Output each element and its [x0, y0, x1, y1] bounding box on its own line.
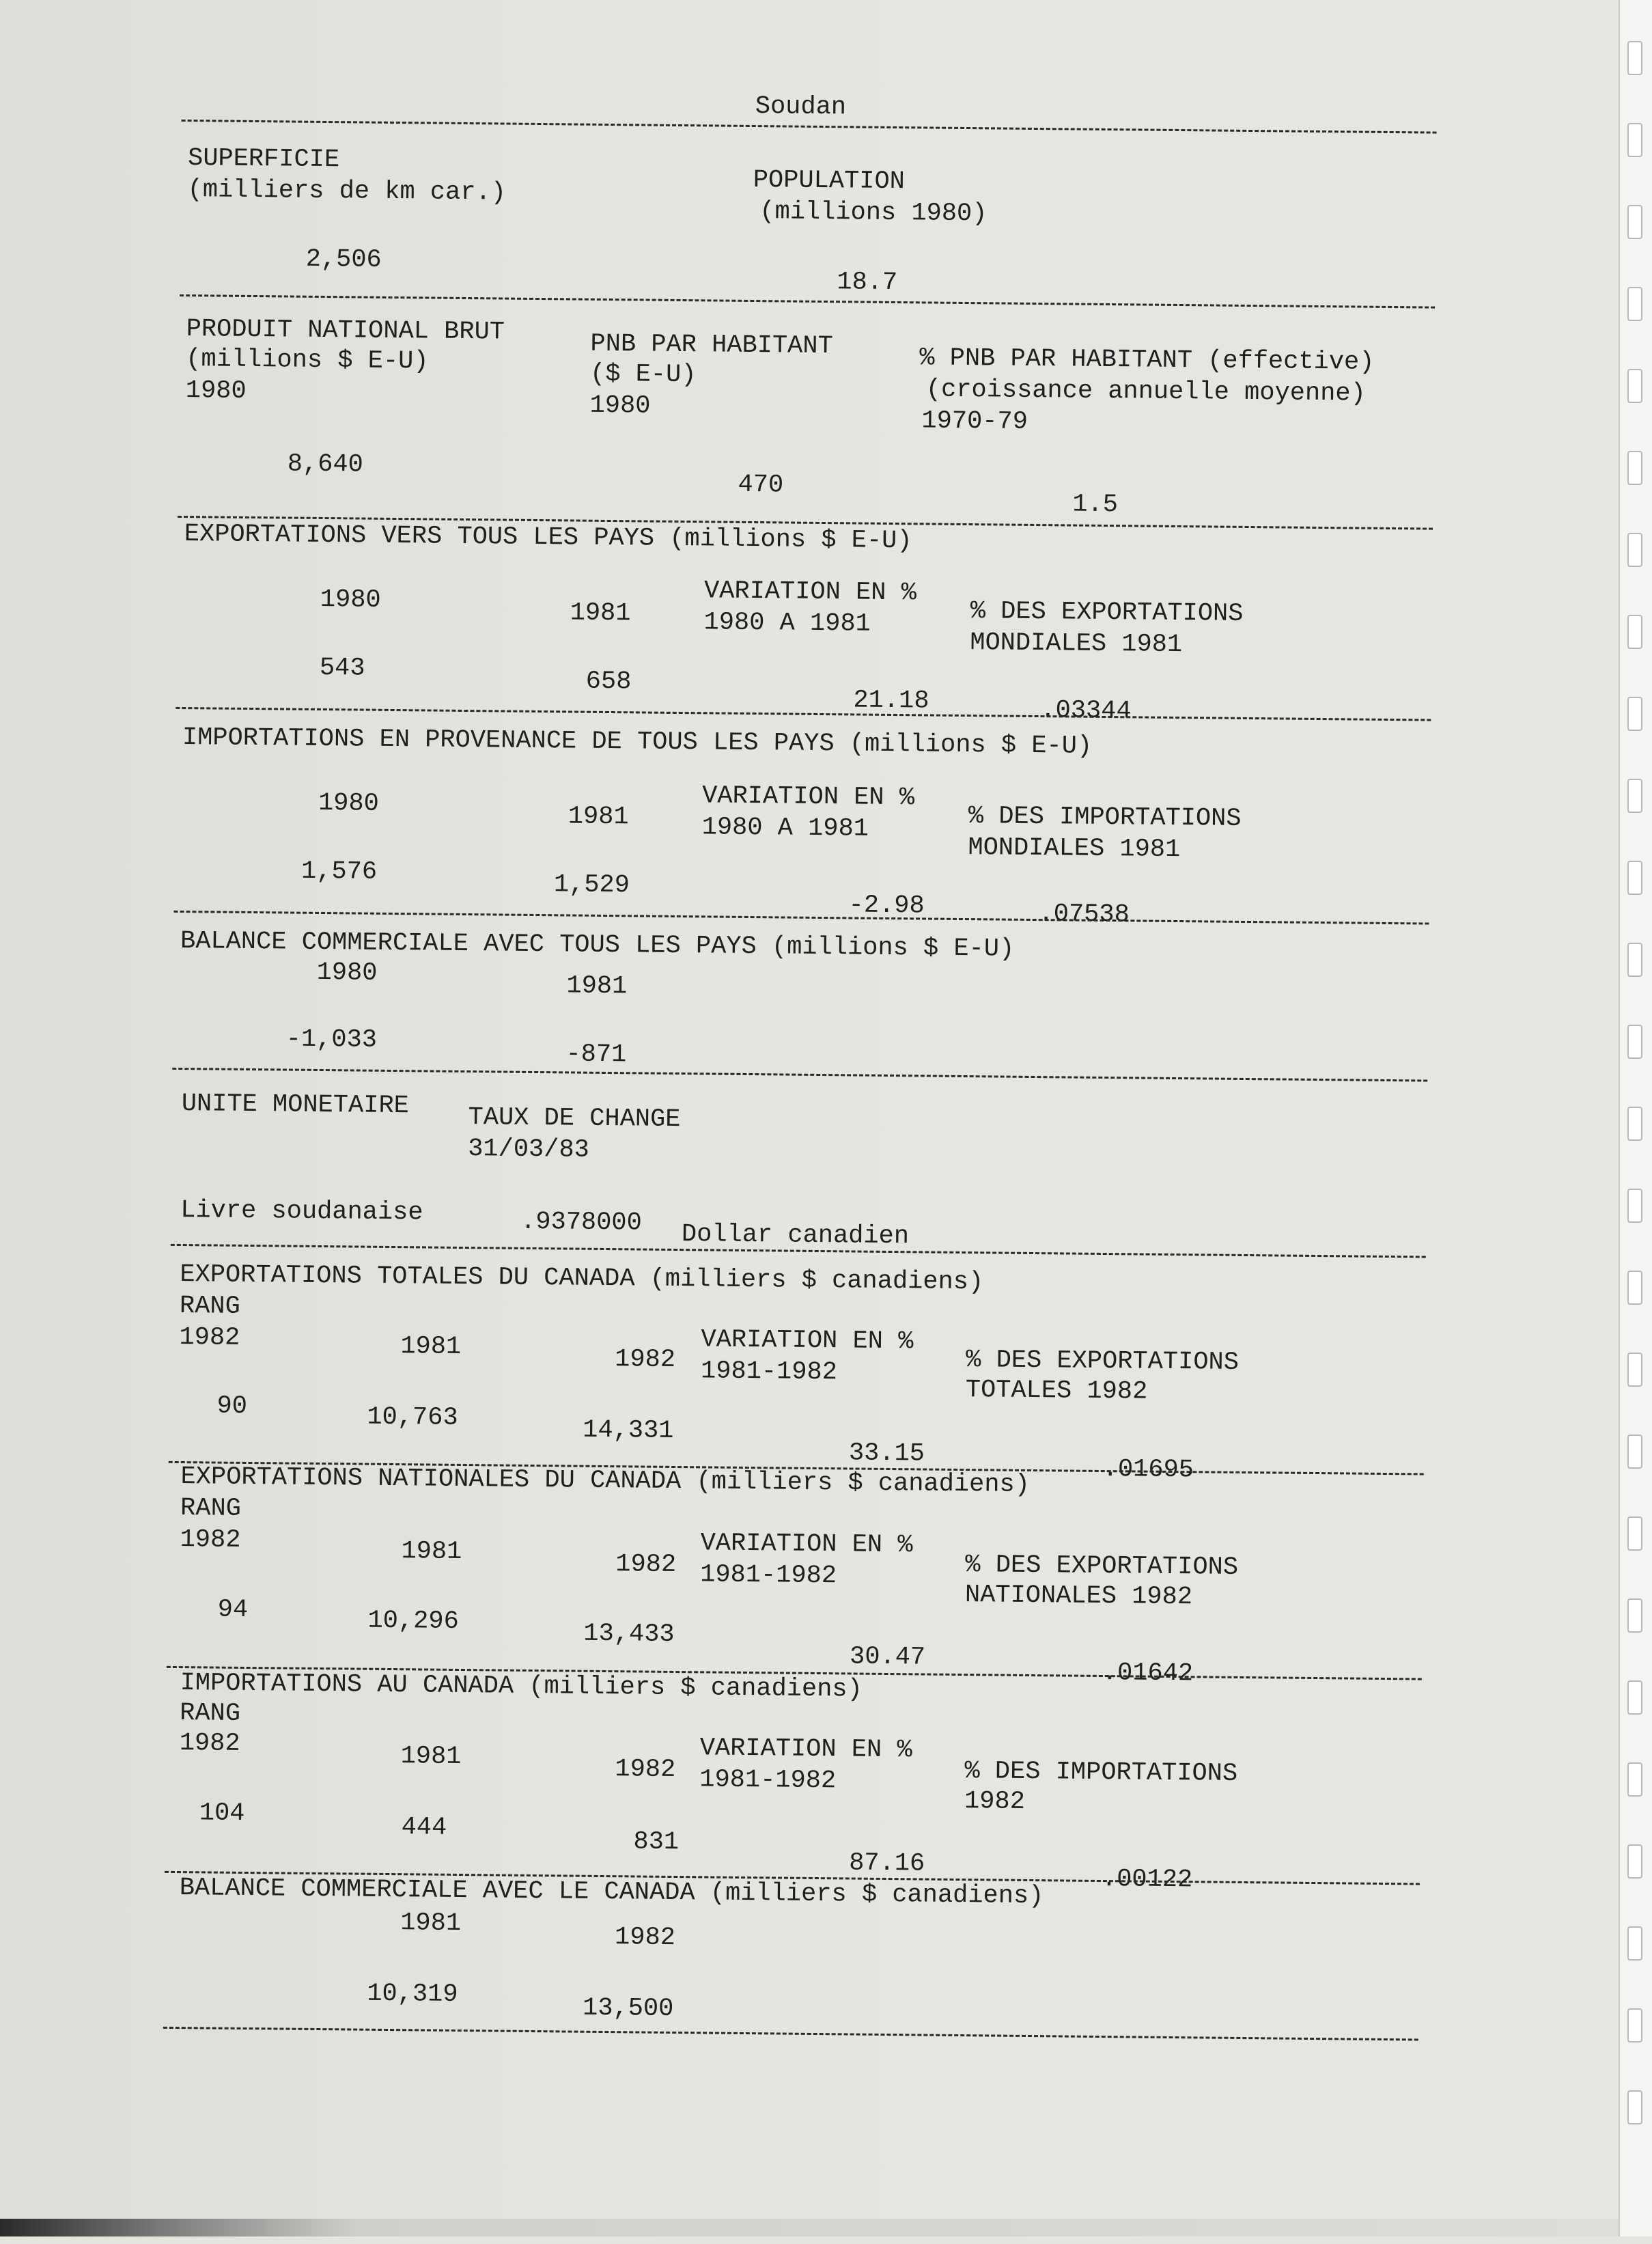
binding-hole	[1627, 1762, 1642, 1797]
exports-world-value-1980: 543	[319, 653, 365, 683]
canada-imports-share-value: .00122	[1101, 1865, 1193, 1895]
gnp-value: 8,640	[287, 449, 364, 480]
canada-national-exports-share-value: .01642	[1102, 1659, 1194, 1689]
binding-hole	[1627, 1189, 1642, 1223]
canada-imports-rank-year: 1982	[179, 1729, 240, 1758]
page-title: Soudan	[755, 92, 847, 122]
canada-total-exports-header: EXPORTATIONS TOTALES DU CANADA (milliers $ canadiens)	[180, 1260, 984, 1297]
canada-national-exports-year-1981: 1981	[401, 1537, 462, 1567]
binding-hole	[1627, 615, 1642, 649]
canada-total-exports-share-value: .01695	[1102, 1455, 1194, 1485]
canada-national-exports-rank-year: 1982	[180, 1525, 241, 1555]
balance-world-value-1980: -1,033	[285, 1025, 378, 1055]
gnp-growth-label: % PNB PAR HABITANT (effective)	[919, 344, 1375, 377]
binding-hole	[1627, 943, 1642, 977]
binding-hole	[1627, 1107, 1642, 1141]
exchange-rate-date: 31/03/83	[467, 1135, 590, 1165]
imports-world-variation-label: VARIATION EN %	[701, 781, 915, 813]
exports-world-header: EXPORTATIONS VERS TOUS LES PAYS (millions $ E-U)	[184, 520, 912, 556]
imports-world-variation-value: -2.98	[848, 891, 925, 921]
canada-balance-header: BALANCE COMMERCIALE AVEC LE CANADA (milliers $ canadiens)	[179, 1874, 1044, 1911]
canada-imports-share-label: % DES IMPORTATIONS	[964, 1757, 1238, 1788]
imports-world-year-1980: 1980	[318, 788, 380, 818]
canada-national-exports-value-1981: 10,296	[367, 1606, 459, 1636]
binding-hole	[1627, 41, 1642, 75]
gnp-per-capita-label: PNB PAR HABITANT	[590, 329, 833, 361]
exports-world-year-1981: 1981	[570, 598, 631, 628]
binding-hole	[1627, 369, 1642, 403]
exports-world-variation-period: 1980 A 1981	[703, 608, 871, 639]
canada-balance-year-1982: 1982	[614, 1923, 676, 1953]
canada-imports-share-sub-label: 1982	[964, 1787, 1026, 1816]
canada-total-exports-share-sub-label: TOTALES 1982	[965, 1376, 1148, 1407]
gnp-per-capita-year-label: 1980	[589, 391, 651, 421]
exports-world-share-label: % DES EXPORTATIONS	[970, 597, 1244, 628]
divider	[173, 911, 1429, 925]
gnp-label: PRODUIT NATIONAL BRUT	[186, 315, 505, 347]
canada-total-exports-year-1981: 1981	[400, 1332, 462, 1361]
exchange-rate-label: TAUX DE CHANGE	[468, 1103, 681, 1135]
canada-imports-year-1981: 1981	[400, 1742, 462, 1772]
canada-imports-variation-label: VARIATION EN %	[699, 1734, 912, 1765]
canada-national-exports-rank-label: RANG	[180, 1494, 242, 1523]
binding-hole	[1627, 1598, 1642, 1633]
exports-world-variation-label: VARIATION EN %	[703, 577, 917, 608]
divider	[182, 120, 1437, 134]
canada-national-exports-share-sub-label: NATIONALES 1982	[964, 1581, 1193, 1612]
imports-world-variation-period: 1980 A 1981	[701, 813, 869, 844]
canada-national-exports-share-label: % DES EXPORTATIONS	[965, 1551, 1239, 1582]
canada-total-exports-share-label: % DES EXPORTATIONS	[966, 1346, 1240, 1377]
binding-hole	[1627, 1516, 1642, 1551]
canada-national-exports-year-1982: 1982	[615, 1550, 677, 1580]
binding-hole	[1627, 205, 1642, 239]
canada-balance-value-1981: 10,319	[367, 1979, 458, 2009]
divider	[172, 1068, 1427, 1082]
imports-world-share-value: .07538	[1038, 900, 1130, 930]
canada-total-exports-rank-label: RANG	[179, 1292, 240, 1321]
balance-world-header: BALANCE COMMERCIALE AVEC TOUS LES PAYS (millions $ E-U)	[180, 927, 1015, 964]
canada-total-exports-rank-year: 1982	[179, 1323, 240, 1353]
canada-national-exports-header: EXPORTATIONS NATIONALES DU CANADA (milliers $ canadiens)	[180, 1463, 1031, 1499]
gnp-per-capita-unit-label: ($ E-U)	[589, 359, 697, 390]
population-unit-label: (millions 1980)	[759, 197, 988, 229]
area-value: 2,506	[305, 245, 382, 275]
binding-hole	[1627, 287, 1642, 321]
binding-hole	[1627, 2008, 1642, 2042]
exchange-rate-value: .9378000	[520, 1207, 643, 1238]
gnp-growth-sub-label: (croissance annuelle moyenne)	[925, 375, 1366, 408]
binding-hole	[1627, 861, 1642, 895]
gnp-year-label: 1980	[185, 376, 247, 406]
imports-world-header: IMPORTATIONS EN PROVENANCE DE TOUS LES PAYS (millions $ E-U)	[182, 723, 1093, 761]
binding-hole	[1627, 1680, 1642, 1715]
canada-total-exports-variation-value: 33.15	[848, 1439, 925, 1469]
canada-total-exports-value-1982: 14,331	[583, 1415, 674, 1445]
balance-world-value-1981: -871	[565, 1040, 627, 1070]
binding-hole	[1627, 1435, 1642, 1469]
balance-world-year-1980: 1980	[316, 958, 378, 988]
canada-total-exports-variation-period: 1981-1982	[700, 1357, 838, 1387]
binding-hole	[1627, 779, 1642, 813]
canada-national-exports-variation-period: 1981-1982	[700, 1560, 837, 1591]
canada-imports-header: IMPORTATIONS AU CANADA (milliers $ canadiens)	[180, 1669, 863, 1704]
canada-balance-value-1982: 13,500	[582, 1993, 674, 2024]
canada-total-exports-value-1981: 10,763	[367, 1402, 458, 1432]
binding-hole	[1627, 697, 1642, 731]
canada-imports-rank-value: 104	[199, 1799, 245, 1828]
binding-hole	[1627, 1025, 1642, 1059]
balance-world-year-1981: 1981	[566, 971, 628, 1001]
binding-hole	[1627, 2090, 1642, 2124]
gnp-per-capita-value: 470	[738, 470, 784, 500]
divider	[180, 294, 1435, 309]
imports-world-year-1981: 1981	[568, 802, 629, 832]
canada-imports-year-1982: 1982	[615, 1755, 676, 1785]
canada-national-exports-variation-value: 30.47	[849, 1642, 926, 1672]
imports-world-value-1980: 1,576	[300, 857, 378, 887]
exports-world-year-1980: 1980	[320, 585, 381, 615]
binding-hole	[1627, 533, 1642, 567]
binding-hole	[1627, 1353, 1642, 1387]
canada-total-exports-rank-value: 90	[216, 1391, 248, 1421]
divider	[176, 707, 1431, 721]
gnp-unit-label: (millions $ E-U)	[186, 345, 429, 376]
canada-balance-year-1981: 1981	[400, 1909, 462, 1939]
exports-world-share-sub-label: MONDIALES 1981	[970, 628, 1183, 660]
canada-imports-rank-label: RANG	[180, 1699, 241, 1728]
canada-national-exports-variation-label: VARIATION EN %	[700, 1529, 913, 1560]
canada-imports-variation-period: 1981-1982	[699, 1765, 837, 1796]
imports-world-share-label: % DES IMPORTATIONS	[968, 802, 1242, 833]
binding-hole	[1627, 123, 1642, 157]
divider	[163, 2027, 1418, 2041]
imports-world-share-sub-label: MONDIALES 1981	[968, 833, 1181, 865]
binding-hole	[1627, 1926, 1642, 1961]
population-value: 18.7	[837, 268, 898, 298]
binding-hole	[1627, 451, 1642, 485]
imports-world-value-1981: 1,529	[553, 870, 630, 900]
exports-world-share-value: .03344	[1040, 696, 1132, 726]
currency-name: Livre soudanaise	[180, 1196, 423, 1228]
canada-total-exports-variation-label: VARIATION EN %	[701, 1325, 914, 1357]
binding-hole	[1627, 1271, 1642, 1305]
canada-imports-value-1981: 444	[401, 1813, 447, 1842]
canada-imports-variation-value: 87.16	[848, 1848, 925, 1879]
currency-unit-label: UNITE MONETAIRE	[181, 1090, 410, 1121]
gnp-growth-period-label: 1970-79	[921, 406, 1028, 437]
exports-world-value-1981: 658	[585, 667, 632, 697]
area-unit-label: (milliers de km car.)	[187, 176, 507, 208]
exchange-rate-currency: Dollar canadien	[681, 1220, 910, 1251]
canada-imports-value-1982: 831	[633, 1827, 680, 1857]
population-label: POPULATION	[753, 166, 906, 197]
canada-total-exports-year-1982: 1982	[615, 1345, 676, 1374]
canada-national-exports-value-1982: 13,433	[583, 1619, 675, 1649]
exports-world-variation-value: 21.18	[853, 686, 929, 716]
binding-hole	[1627, 1844, 1642, 1879]
gnp-growth-value: 1.5	[1072, 490, 1119, 520]
area-label: SUPERFICIE	[187, 144, 340, 175]
canada-national-exports-rank-value: 94	[217, 1595, 249, 1625]
